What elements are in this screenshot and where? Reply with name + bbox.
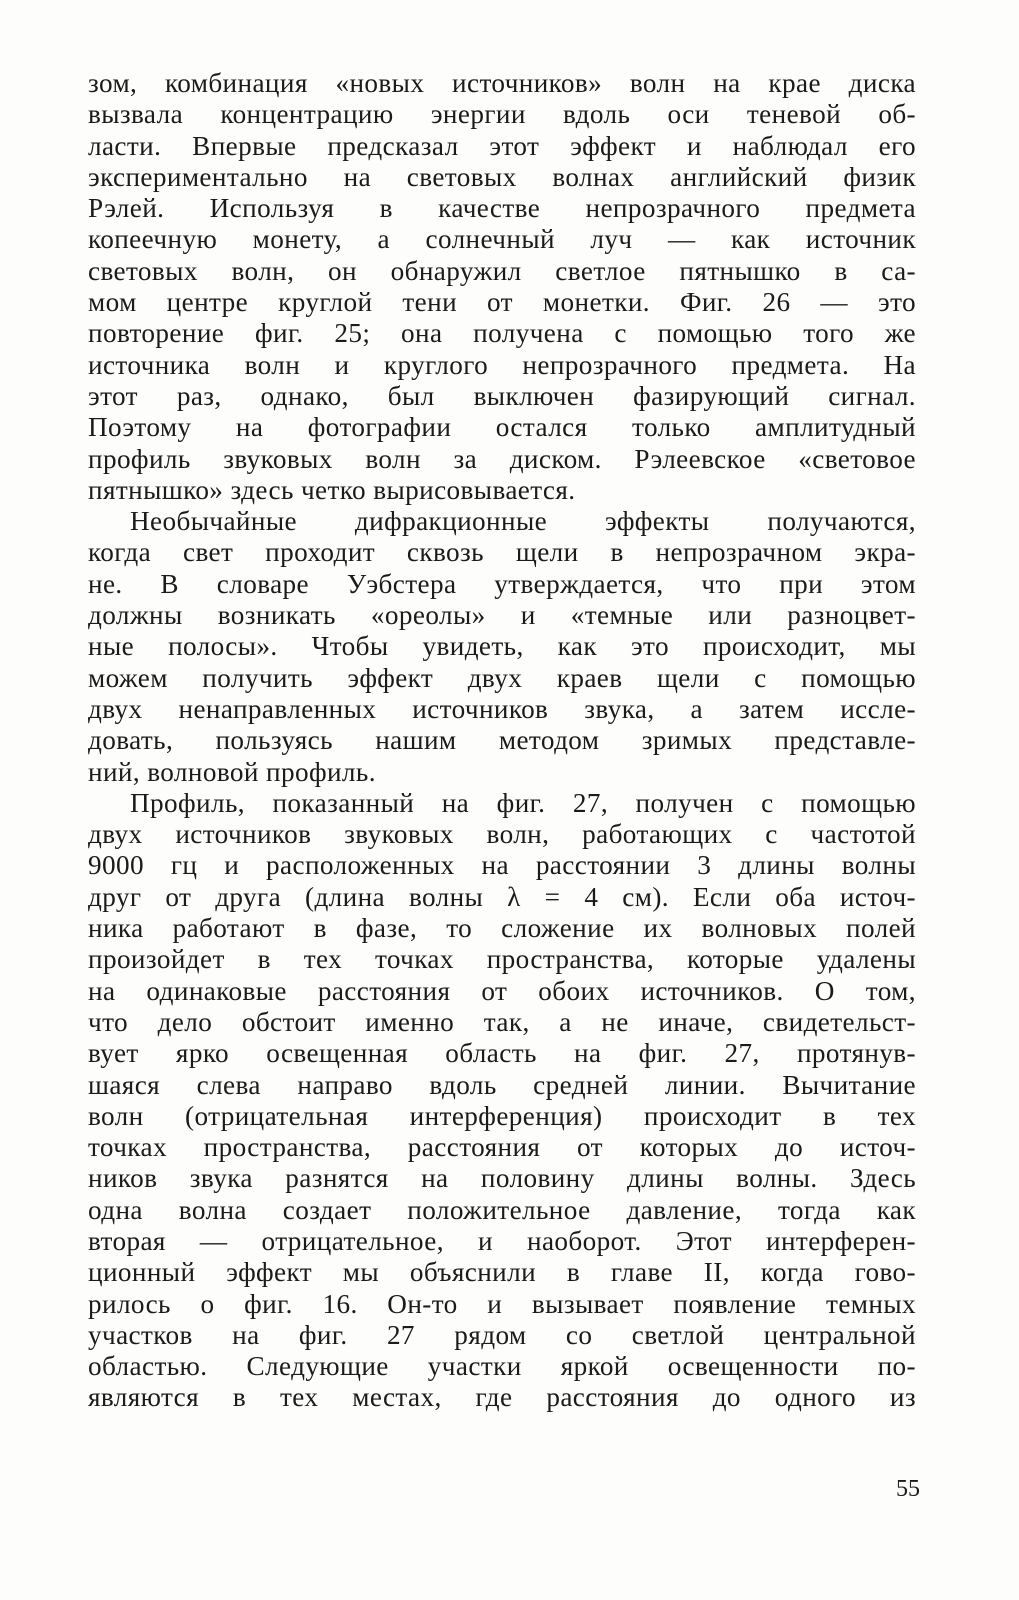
text-line: ные полосы». Чтобы увидеть, как это происходит, мы	[88, 631, 916, 662]
text-line: что дело обстоит именно так, а не иначе, свидетельст-	[88, 1006, 916, 1037]
text-line: вует ярко освещенная область на фиг. 27, протянув-	[88, 1038, 916, 1069]
paragraph	[88, 788, 916, 1414]
text-line: источника волн и круглого непрозрачного предмета. На	[88, 349, 916, 380]
text-line: этот раз, однако, был выключен фазирующий сигнал.	[88, 380, 916, 411]
text-line: когда свет проходит сквозь щели в непрозрачном экра-	[88, 537, 916, 568]
text-line: зом, комбинация «новых источников» волн на крае диска	[88, 68, 916, 98]
text-line: произойдет в тех точках пространства, которые удалены	[88, 944, 916, 975]
text-line: довать, пользуясь нашим методом зримых представле-	[88, 725, 916, 756]
text-line: Поэтому на фотографии остался только амплитудный	[88, 412, 916, 443]
text-line: ний, волновой профиль.	[88, 756, 376, 787]
text-line: двух ненаправленных источников звука, а затем иссле-	[88, 693, 916, 724]
text-line: Необычайные дифракционные эффекты получаются,	[130, 506, 916, 537]
text-line: на одинаковые расстояния от обоих источников. О том,	[88, 975, 916, 1006]
text-line: пятнышко» здесь четко вырисовывается.	[88, 474, 576, 505]
text-line: вторая — отрицательное, и наоборот. Этот интерферен-	[88, 1225, 916, 1256]
text-line: областью. Следующие участки яркой освещенности по-	[88, 1351, 916, 1382]
text-line: являются в тех местах, где расстояния до одного из	[88, 1382, 916, 1413]
text-line: волн (отрицательная интерференция) происходит в тех	[88, 1100, 916, 1131]
text-line: рилось о фиг. 16. Он-то и вызывает появление темных	[88, 1288, 916, 1319]
text-line: ласти. Впервые предсказал этот эффект и наблюдал его	[88, 130, 916, 161]
text-line: друг от друга (длина волны λ = 4 см). Если оба источ-	[88, 881, 916, 912]
text-line: точках пространства, расстояния от которых до источ-	[88, 1132, 916, 1163]
text-line: профиль звуковых волн за диском. Рэлеевское «световое	[88, 443, 916, 474]
text-line: шаяся слева направо вдоль средней линии. Вычитание	[88, 1069, 916, 1100]
page-number: 55	[896, 1476, 920, 1502]
text-line: повторение фиг. 25; она получена с помощью того же	[88, 318, 916, 349]
text-line: двух источников звуковых волн, работающих с частотой	[88, 819, 916, 850]
text-line: 9000 гц и расположенных на расстоянии 3 длины волны	[88, 850, 916, 881]
text-line: не. В словаре Уэбстера утверждается, что при этом	[88, 568, 916, 599]
body-text	[88, 68, 916, 1414]
text-line: ника работают в фазе, то сложение их волновых полей	[88, 913, 916, 944]
text-line: ционный эффект мы объяснили в главе II, когда гово-	[88, 1257, 916, 1288]
text-line: копеечную монету, а солнечный луч — как источник	[88, 224, 916, 255]
text-line: вызвала концентрацию энергии вдоль оси теневой об-	[88, 99, 916, 130]
text-line: участков на фиг. 27 рядом со светлой центральной	[88, 1319, 916, 1350]
text-line: экспериментально на световых волнах английский физик	[88, 161, 916, 192]
text-line: световых волн, он обнаружил светлое пятнышко в са-	[88, 255, 916, 286]
text-line: мом центре круглой тени от монетки. Фиг. 26 — это	[88, 287, 916, 318]
text-line: Профиль, показанный на фиг. 27, получен с помощью	[130, 787, 916, 818]
text-line: Рэлей. Используя в качестве непрозрачного предмета	[88, 193, 916, 224]
paragraph	[88, 506, 916, 788]
text-line: можем получить эффект двух краев щели с помощью	[88, 662, 916, 693]
text-line: одна волна создает положительное давление, тогда как	[88, 1194, 916, 1225]
text-line: должны возникать «ореолы» и «темные или разноцвет-	[88, 600, 916, 631]
paragraph	[88, 68, 916, 506]
text-line: ников звука разнятся на половину длины волны. Здесь	[88, 1163, 916, 1194]
